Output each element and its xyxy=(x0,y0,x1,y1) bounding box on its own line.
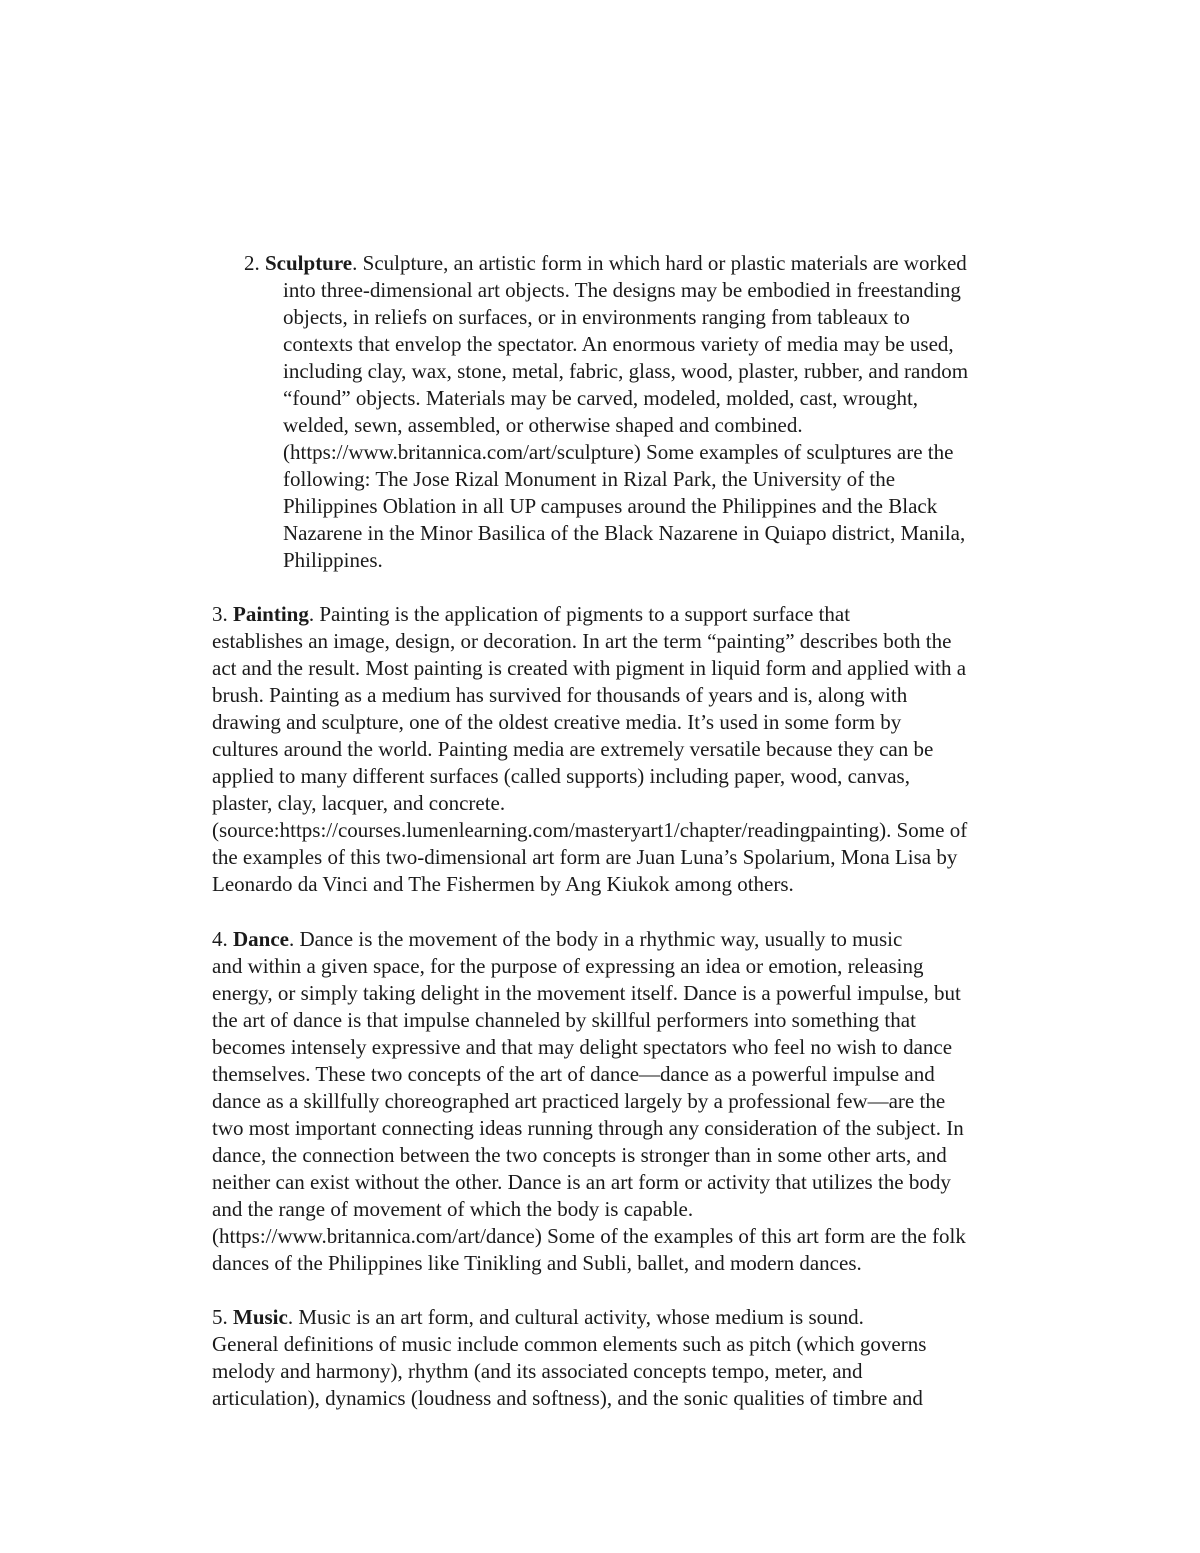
dance-line: energy, or simply taking delight in the movement itself. Dance is a powerful impulse, but xyxy=(212,981,961,1005)
dance-line: dance, the connection between the two concepts is stronger than in some other arts, and xyxy=(212,1143,947,1167)
sculpture-first-line-text: . Sculpture, an artistic form in which hard or plastic materials are worked xyxy=(352,251,967,275)
painting-first-line-text: . Painting is the application of pigments to a support surface that xyxy=(308,602,851,626)
sculpture-paragraph xyxy=(244,250,968,574)
dance-line: dances of the Philippines like Tinikling and Subli, ballet, and modern dances. xyxy=(212,1251,862,1275)
sculpture-line: contexts that envelop the spectator. An enormous variety of media may be used, xyxy=(283,332,954,356)
dance-first-line-text: . Dance is the movement of the body in a rhythmic way, usually to music xyxy=(289,927,903,951)
sculpture-line: Nazarene in the Minor Basilica of the Black Nazarene in Quiapo district, Manila, xyxy=(283,521,966,545)
painting-line: plaster, clay, lacquer, and concrete. xyxy=(212,791,506,815)
dance-first-line xyxy=(212,926,966,953)
music-line: articulation), dynamics (loudness and softness), and the sonic qualities of timbre and xyxy=(212,1386,923,1410)
painting-line: establishes an image, design, or decoration. In art the term “painting” describes both the xyxy=(212,629,952,653)
painting-line: act and the result. Most painting is created with pigment in liquid form and applied with a xyxy=(212,656,967,680)
dance-line: becomes intensely expressive and that may delight spectators who feel no wish to dance xyxy=(212,1035,953,1059)
sculpture-line: “found” objects. Materials may be carved, modeled, molded, cast, wrought, xyxy=(283,386,919,410)
painting-line: applied to many different surfaces (called supports) including paper, wood, canvas, xyxy=(212,764,910,788)
dance-line: themselves. These two concepts of the art of dance—dance as a powerful impulse and xyxy=(212,1062,935,1086)
painting-line: brush. Painting as a medium has survived for thousands of years and is, along with xyxy=(212,683,908,707)
dance-heading: Dance xyxy=(233,927,289,951)
sculpture-line: (https://www.britannica.com/art/sculpture) Some examples of sculptures are the xyxy=(283,440,954,464)
sculpture-line: objects, in reliefs on surfaces, or in environments ranging from tableaux to xyxy=(283,305,910,329)
dance-line: two most important connecting ideas running through any consideration of the subject. In xyxy=(212,1116,964,1140)
music-number: 5. xyxy=(212,1305,228,1329)
painting-number: 3. xyxy=(212,602,228,626)
sculpture-first-line xyxy=(244,250,968,277)
painting-line: cultures around the world. Painting media are extremely versatile because they can be xyxy=(212,737,934,761)
dance-line: neither can exist without the other. Dance is an art form or activity that utilizes the body xyxy=(212,1170,951,1194)
painting-paragraph xyxy=(212,601,967,898)
dance-line: and the range of movement of which the body is capable. xyxy=(212,1197,694,1221)
music-heading: Music xyxy=(233,1305,288,1329)
painting-line: (source:https://courses.lumenlearning.com/masteryart1/chapter/readingpainting). Some of xyxy=(212,818,968,842)
sculpture-line: Philippines Oblation in all UP campuses around the Philippines and the Black xyxy=(283,494,938,518)
sculpture-heading: Sculpture xyxy=(265,251,353,275)
dance-paragraph xyxy=(212,926,966,1277)
sculpture-line: including clay, wax, stone, metal, fabric, glass, wood, plaster, rubber, and random xyxy=(283,359,969,383)
music-line: General definitions of music include common elements such as pitch (which governs xyxy=(212,1332,927,1356)
dance-line: (https://www.britannica.com/art/dance) Some of the examples of this art form are the folk xyxy=(212,1224,966,1248)
painting-line: Leonardo da Vinci and The Fishermen by Ang Kiukok among others. xyxy=(212,872,794,896)
dance-line: and within a given space, for the purpose of expressing an idea or emotion, releasing xyxy=(212,954,924,978)
sculpture-line: welded, sewn, assembled, or otherwise shaped and combined. xyxy=(283,413,803,437)
dance-line: the art of dance is that impulse channeled by skillful performers into something that xyxy=(212,1008,916,1032)
dance-number: 4. xyxy=(212,927,228,951)
music-first-line xyxy=(212,1304,926,1331)
music-paragraph xyxy=(212,1304,926,1412)
painting-line: drawing and sculpture, one of the oldest creative media. It’s used in some form by xyxy=(212,710,902,734)
sculpture-line: into three-dimensional art objects. The designs may be embodied in freestanding xyxy=(283,278,961,302)
dance-line: dance as a skillfully choreographed art practiced largely by a professional few—are the xyxy=(212,1089,946,1113)
painting-heading: Painting xyxy=(233,602,309,626)
sculpture-line: following: The Jose Rizal Monument in Rizal Park, the University of the xyxy=(283,467,896,491)
music-first-line-text: . Music is an art form, and cultural activity, whose medium is sound. xyxy=(287,1305,864,1329)
painting-line: the examples of this two-dimensional art form are Juan Luna’s Spolarium, Mona Lisa by xyxy=(212,845,958,869)
sculpture-line: Philippines. xyxy=(283,548,383,572)
sculpture-number: 2. xyxy=(244,251,260,275)
painting-first-line xyxy=(212,601,967,628)
music-line: melody and harmony), rhythm (and its associated concepts tempo, meter, and xyxy=(212,1359,863,1383)
